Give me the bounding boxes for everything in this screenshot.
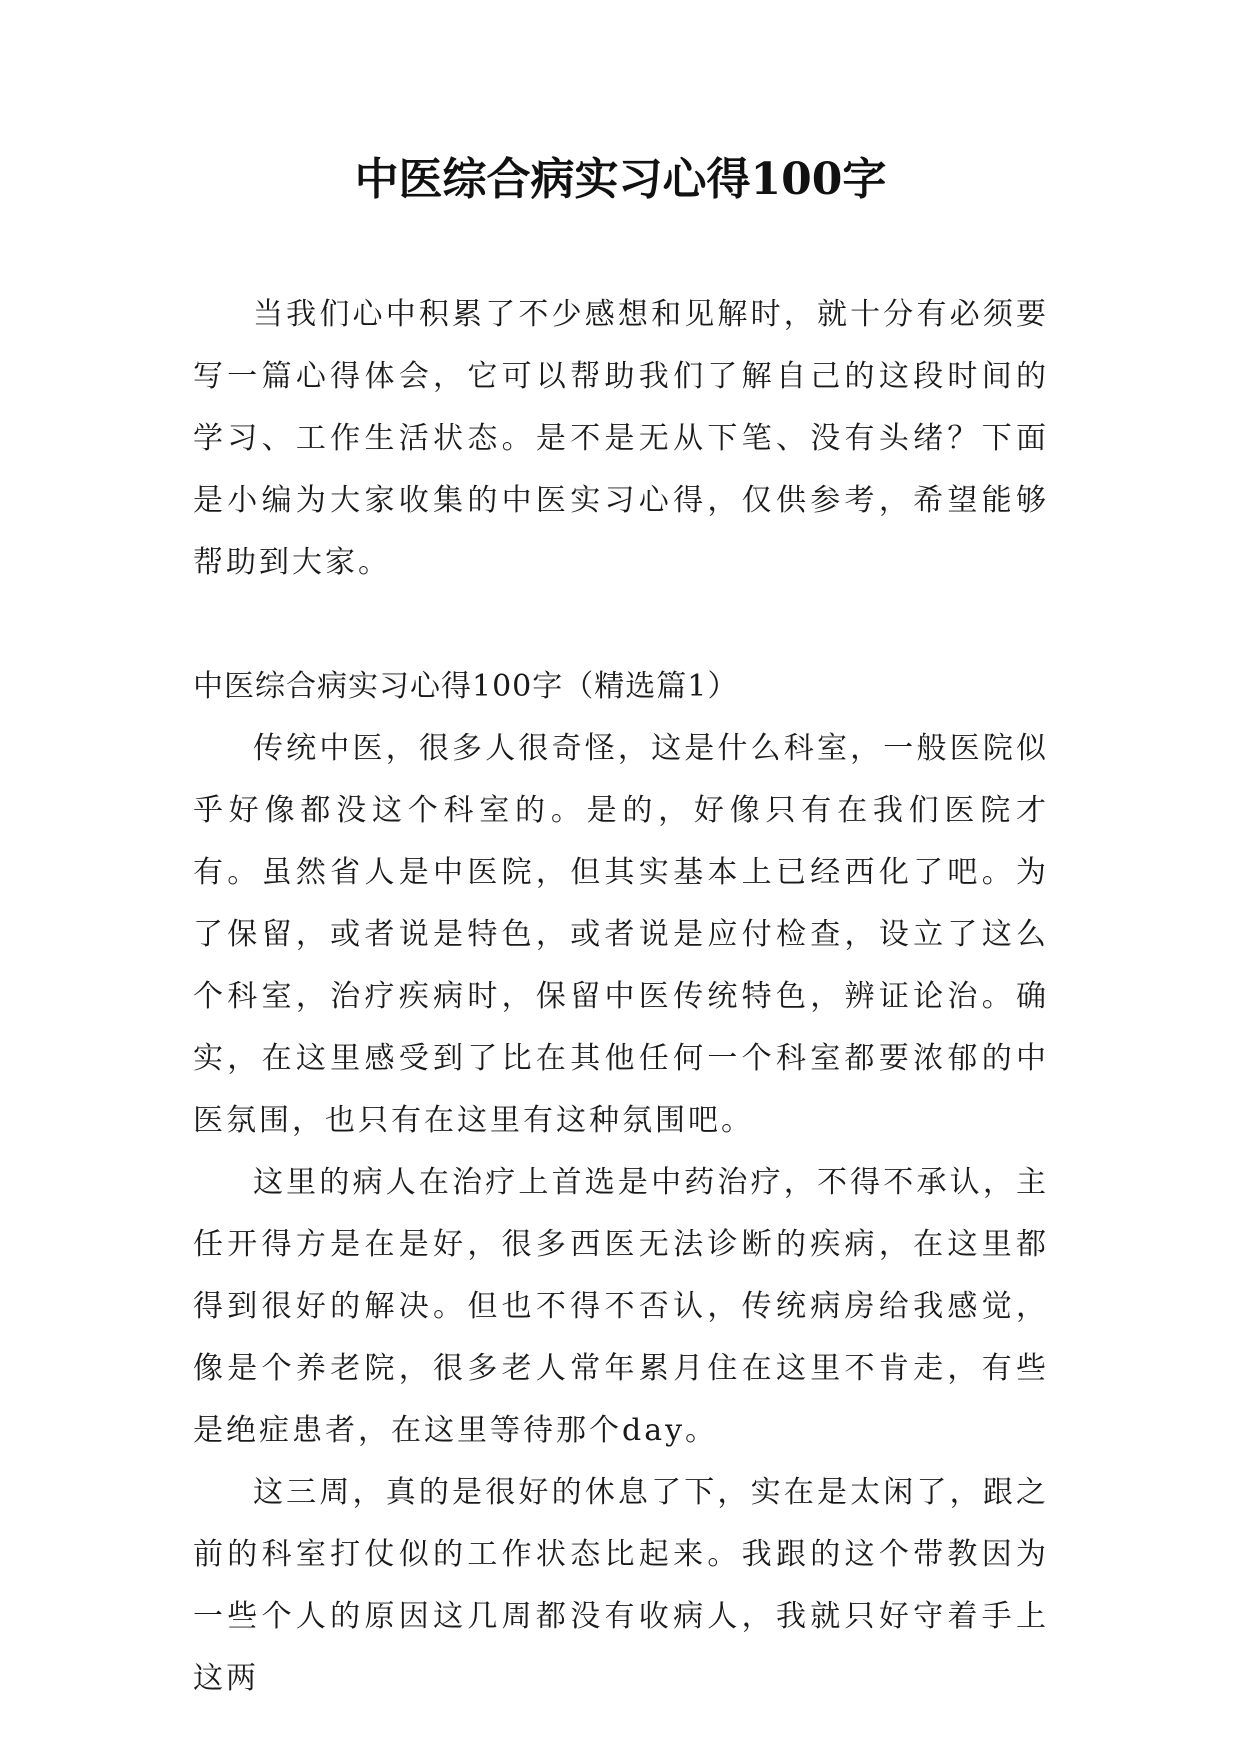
document-body	[193, 284, 1049, 1710]
section-heading: 中医综合病实习心得100字（精选篇1）	[193, 669, 739, 704]
paragraph-gap	[193, 594, 1049, 656]
intro-paragraph: 当我们心中积累了不少感想和见解时，就十分有必须要写一篇心得体会，它可以帮助我们了解自己的这段时间的学习、工作生活状态。是不是无从下笔、没有头绪？下面是小编为大家收集的中医实习心得，仅供参考，希望能够帮助到大家。	[193, 297, 1049, 580]
body-paragraph-2: 这里的病人在治疗上首选是中药治疗，不得不承认，主任开得方是在是好，很多西医无法诊断的疾病，在这里都得到很好的解决。但也不得不否认，传统病房给我感觉，像是个养老院，很多老人常年累月住在这里不肯走，有些是绝症患者，在这里等待那个day。	[193, 1165, 1049, 1448]
body-paragraph-1: 传统中医，很多人很奇怪，这是什么科室，一般医院似乎好像都没这个科室的。是的，好像只有在我们医院才有。虽然省人是中医院，但其实基本上已经西化了吧。为了保留，或者说是特色，或者说是应付检查，设立了这么个科室，治疗疾病时，保留中医传统特色，辨证论治。确实，在这里感受到了比在其他任何一个科室都要浓郁的中医氛围，也只有在这里有这种氛围吧。	[193, 731, 1049, 1138]
body-paragraph-3: 这三周，真的是很好的休息了下，实在是太闲了，跟之前的科室打仗似的工作状态比起来。我跟的这个带教因为一些个人的原因这几周都没有收病人，我就只好守着手上这两	[193, 1475, 1049, 1696]
document-title: 中医综合病实习心得100字	[354, 154, 887, 205]
